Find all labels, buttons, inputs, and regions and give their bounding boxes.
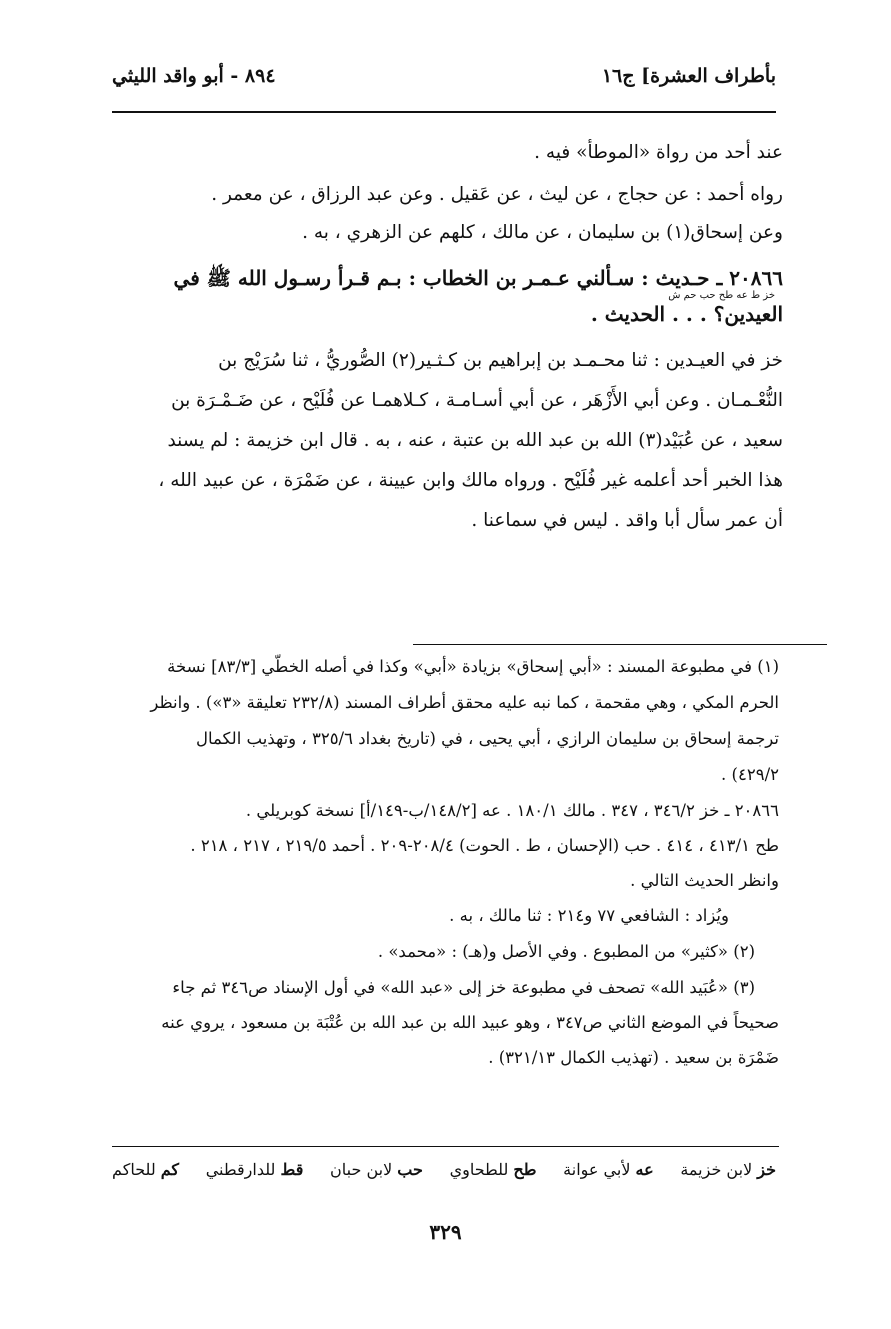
footnote-line: (٢) «كثير» من المطبوع . وفي الأصل و(هـ) : «محمد» . (377, 942, 755, 961)
hadith-sigla: خز ط عه طح حب حم ش (668, 290, 775, 301)
text-line: وعن إسحاق(١) بن سليمان ، عن مالك ، كلهم عن الزهري ، به . (302, 222, 783, 243)
chapter-title: ٨٩٤ - أبو واقد الليثي (112, 65, 276, 87)
abbreviation-item: عه لأبي عوانة (563, 1160, 654, 1179)
abbreviations-key (112, 1160, 776, 1179)
text-line: رواه أحمد : عن حجاج ، عن ليث ، عن عَقيل . وعن عبد الرزاق ، عن معمر . (211, 184, 783, 205)
book-title: بأطراف العشرة] ج١٦ (601, 65, 776, 87)
abbreviation-item: طح للطحاوي (449, 1160, 537, 1179)
abbreviation-item: قط للدارقطني (205, 1160, 304, 1179)
footnote-line: ٤٢٩/٢) . (721, 765, 779, 784)
running-header (112, 58, 776, 94)
footnote-line: الحرم المكي ، وهي مقحمة ، كما نبه عليه محقق أطراف المسند (٢٣٢/٨ تعليقة «٣») . وانظر (150, 693, 779, 712)
footnote-rule (413, 644, 827, 645)
text-line: أن عمر سأل أبا واقد . ليس في سماعنا . (471, 510, 783, 531)
text-line: سعيد ، عن عُبَيْد(٣) الله بن عبد الله بن عتبة ، عنه ، به . قال ابن خزيمة : لم يسند (167, 430, 783, 451)
footnote-line: ضَمْرَة بن سعيد . (تهذيب الكمال ٣٢١/١٣) . (488, 1048, 779, 1067)
footnotes (112, 656, 779, 1082)
footnote-line: ويُزاد : الشافعي ٧٧ و٢١٤ : ثنا مالك ، به . (449, 906, 729, 925)
abbreviation-item: كم للحاكم (112, 1160, 180, 1179)
abbreviation-item: خز لابن خزيمة (680, 1160, 776, 1179)
footnote-line: (٣) «عُبَيد الله» تصحف في مطبوعة خز إلى «عبد الله» في أول الإسناد ص٣٤٦ ثم جاء (172, 978, 755, 997)
footnote-line: صحيحاً في الموضع الثاني ص٣٤٧ ، وهو عبيد الله بن عبد الله بن عُتْبَة بن مسعود ، يروي عنه (161, 1013, 779, 1032)
abbreviation-item: حب لابن حبان (330, 1160, 423, 1179)
abbreviations-rule (112, 1146, 779, 1147)
header-rule (112, 111, 776, 113)
footnote-line: ٢٠٨٦٦ ـ خز ٣٤٦/٢ ، ٣٤٧ . مالك ١٨٠/١ . عه [١٤٨/٢/ب-١٤٩/أ] نسخة كوبريلي . (245, 801, 779, 820)
page-number: ٣٢٩ (429, 1220, 462, 1244)
text-line: هذا الخبر أحد أعلمه غير فُلَيْح . ورواه مالك وابن عيينة ، عن ضَمْرَة ، عن عبيد الله ، (158, 470, 783, 491)
footnote-line: (١) في مطبوعة المسند : «أبي إسحاق» بزيادة «أبي» وكذا في أصله الخطّي [٨٣/٣] نسخة (167, 657, 779, 676)
footnote-line: ترجمة إسحاق بن سليمان الرازي ، أبي يحيى ، في (تاريخ بغداد ٣٢٥/٦ ، وتهذيب الكمال (196, 729, 779, 748)
text-line: النُّعْـمـان . وعن أبي الأَزْهَر ، عن أبي أسـامـة ، كـلاهمـا عن فُلَيْح ، عن ضَـمْـرَة بن (171, 390, 783, 411)
footnote-line: طح ٤١٣/١ ، ٤١٤ . حب (الإحسان ، ط . الحوت) ٢٠٨/٤-٢٠٩ . أحمد ٢١٩/٥ ، ٢١٧ ، ٢١٨ . (190, 836, 779, 855)
main-text (112, 128, 783, 532)
footnote-line: وانظر الحديث التالي . (630, 871, 779, 890)
hadith-heading: ٢٠٨٦٦ ـ حـديث : سـألني عـمـر بن الخطاب : بـم قـرأ رسـول الله ﷺ في (173, 266, 783, 290)
text-line: خز في العيـدين : ثنا محـمـد بن إبراهيم بن كـثـير(٢) الصُّوريُّ ، ثنا سُرَيْج بن (218, 350, 783, 371)
text-line: عند أحد من رواة «الموطأ» فيه . (534, 142, 783, 163)
hadith-heading-continued: العيدين؟ . . . الحديث . (590, 302, 783, 326)
